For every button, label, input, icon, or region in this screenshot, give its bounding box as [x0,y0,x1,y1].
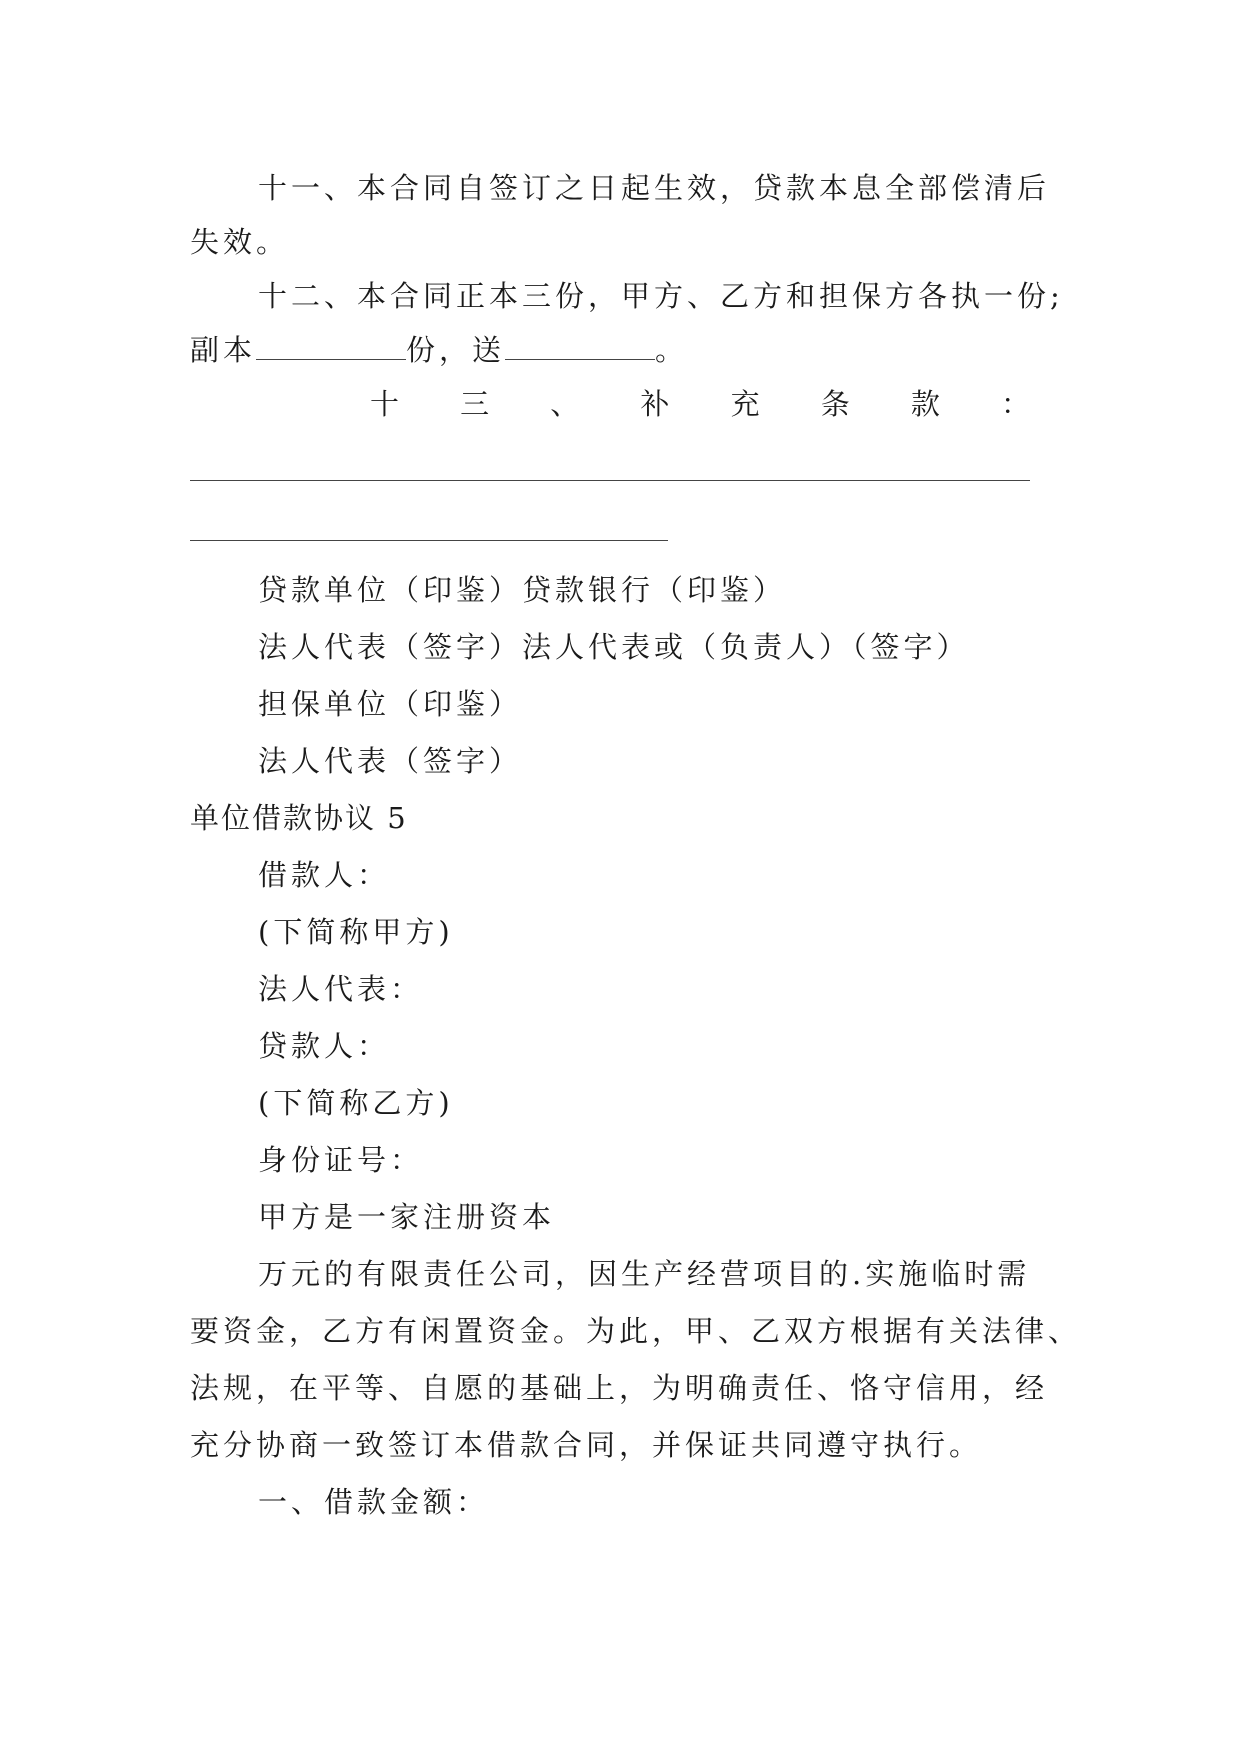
party-line-6: 身份证号： [258,1143,424,1177]
clause-13-char: 、 [550,387,580,421]
signature-line-2: 法人代表（签字）法人代表或（负责人）（签字） [258,630,970,664]
capital-line: 甲方是一家注册资本 [258,1200,556,1234]
signature-line-3: 担保单位（印鉴） [258,687,523,721]
agreement-title: 单位借款协议 5 [190,801,408,835]
preamble-line-3: 法规，在平等、自愿的基础上，为明确责任、恪守信用，经 [190,1371,1049,1405]
copies-label: 副本 [190,333,257,367]
clause-13-char: 款 [910,387,940,421]
party-line-3: 法人代表： [258,972,424,1006]
clause-13-char: 条 [820,387,850,421]
clause-13-char: 十 [370,387,400,421]
supplementary-terms-blank-1[interactable] [190,480,1030,481]
preamble-line-2: 要资金，乙方有闲置资金。为此，甲、乙双方根据有关法律、 [190,1314,1082,1348]
party-line-5: (下简称乙方) [258,1086,454,1120]
copies-count-blank[interactable] [256,333,406,360]
party-line-2: (下简称甲方) [258,915,454,949]
copies-send-label: 份，送 [406,333,506,367]
preamble-line-4: 充分协商一致签订本借款合同，并保证共同遵守执行。 [190,1428,983,1462]
clause-13-char: ： [1000,387,1030,421]
clause-12-line-1: 十二、本合同正本三份，甲方、乙方和担保方各执一份; [258,279,1064,313]
party-line-1: 借款人： [258,858,391,892]
clause-13-char: 充 [730,387,760,421]
clause-13-heading [370,384,1030,424]
clause-12-line-2 [190,330,688,370]
clause-13-char: 三 [460,387,490,421]
preamble-line-1: 万元的有限责任公司，因生产经营项目的.实施临时需 [258,1257,1031,1291]
clause-11-line-2: 失效。 [190,225,290,259]
party-line-4: 贷款人： [258,1029,391,1063]
section-1-heading: 一、借款金额： [258,1485,490,1519]
clause-11-line-1: 十一、本合同自签订之日起生效，贷款本息全部偿清后 [258,171,1051,205]
copies-end: 。 [655,333,689,367]
supplementary-terms-blank-2[interactable] [190,540,668,541]
copies-recipient-blank[interactable] [505,333,655,360]
signature-line-4: 法人代表（签字） [258,744,523,778]
clause-13-char: 补 [640,387,670,421]
signature-line-1: 贷款单位（印鉴）贷款银行（印鉴） [258,573,787,607]
